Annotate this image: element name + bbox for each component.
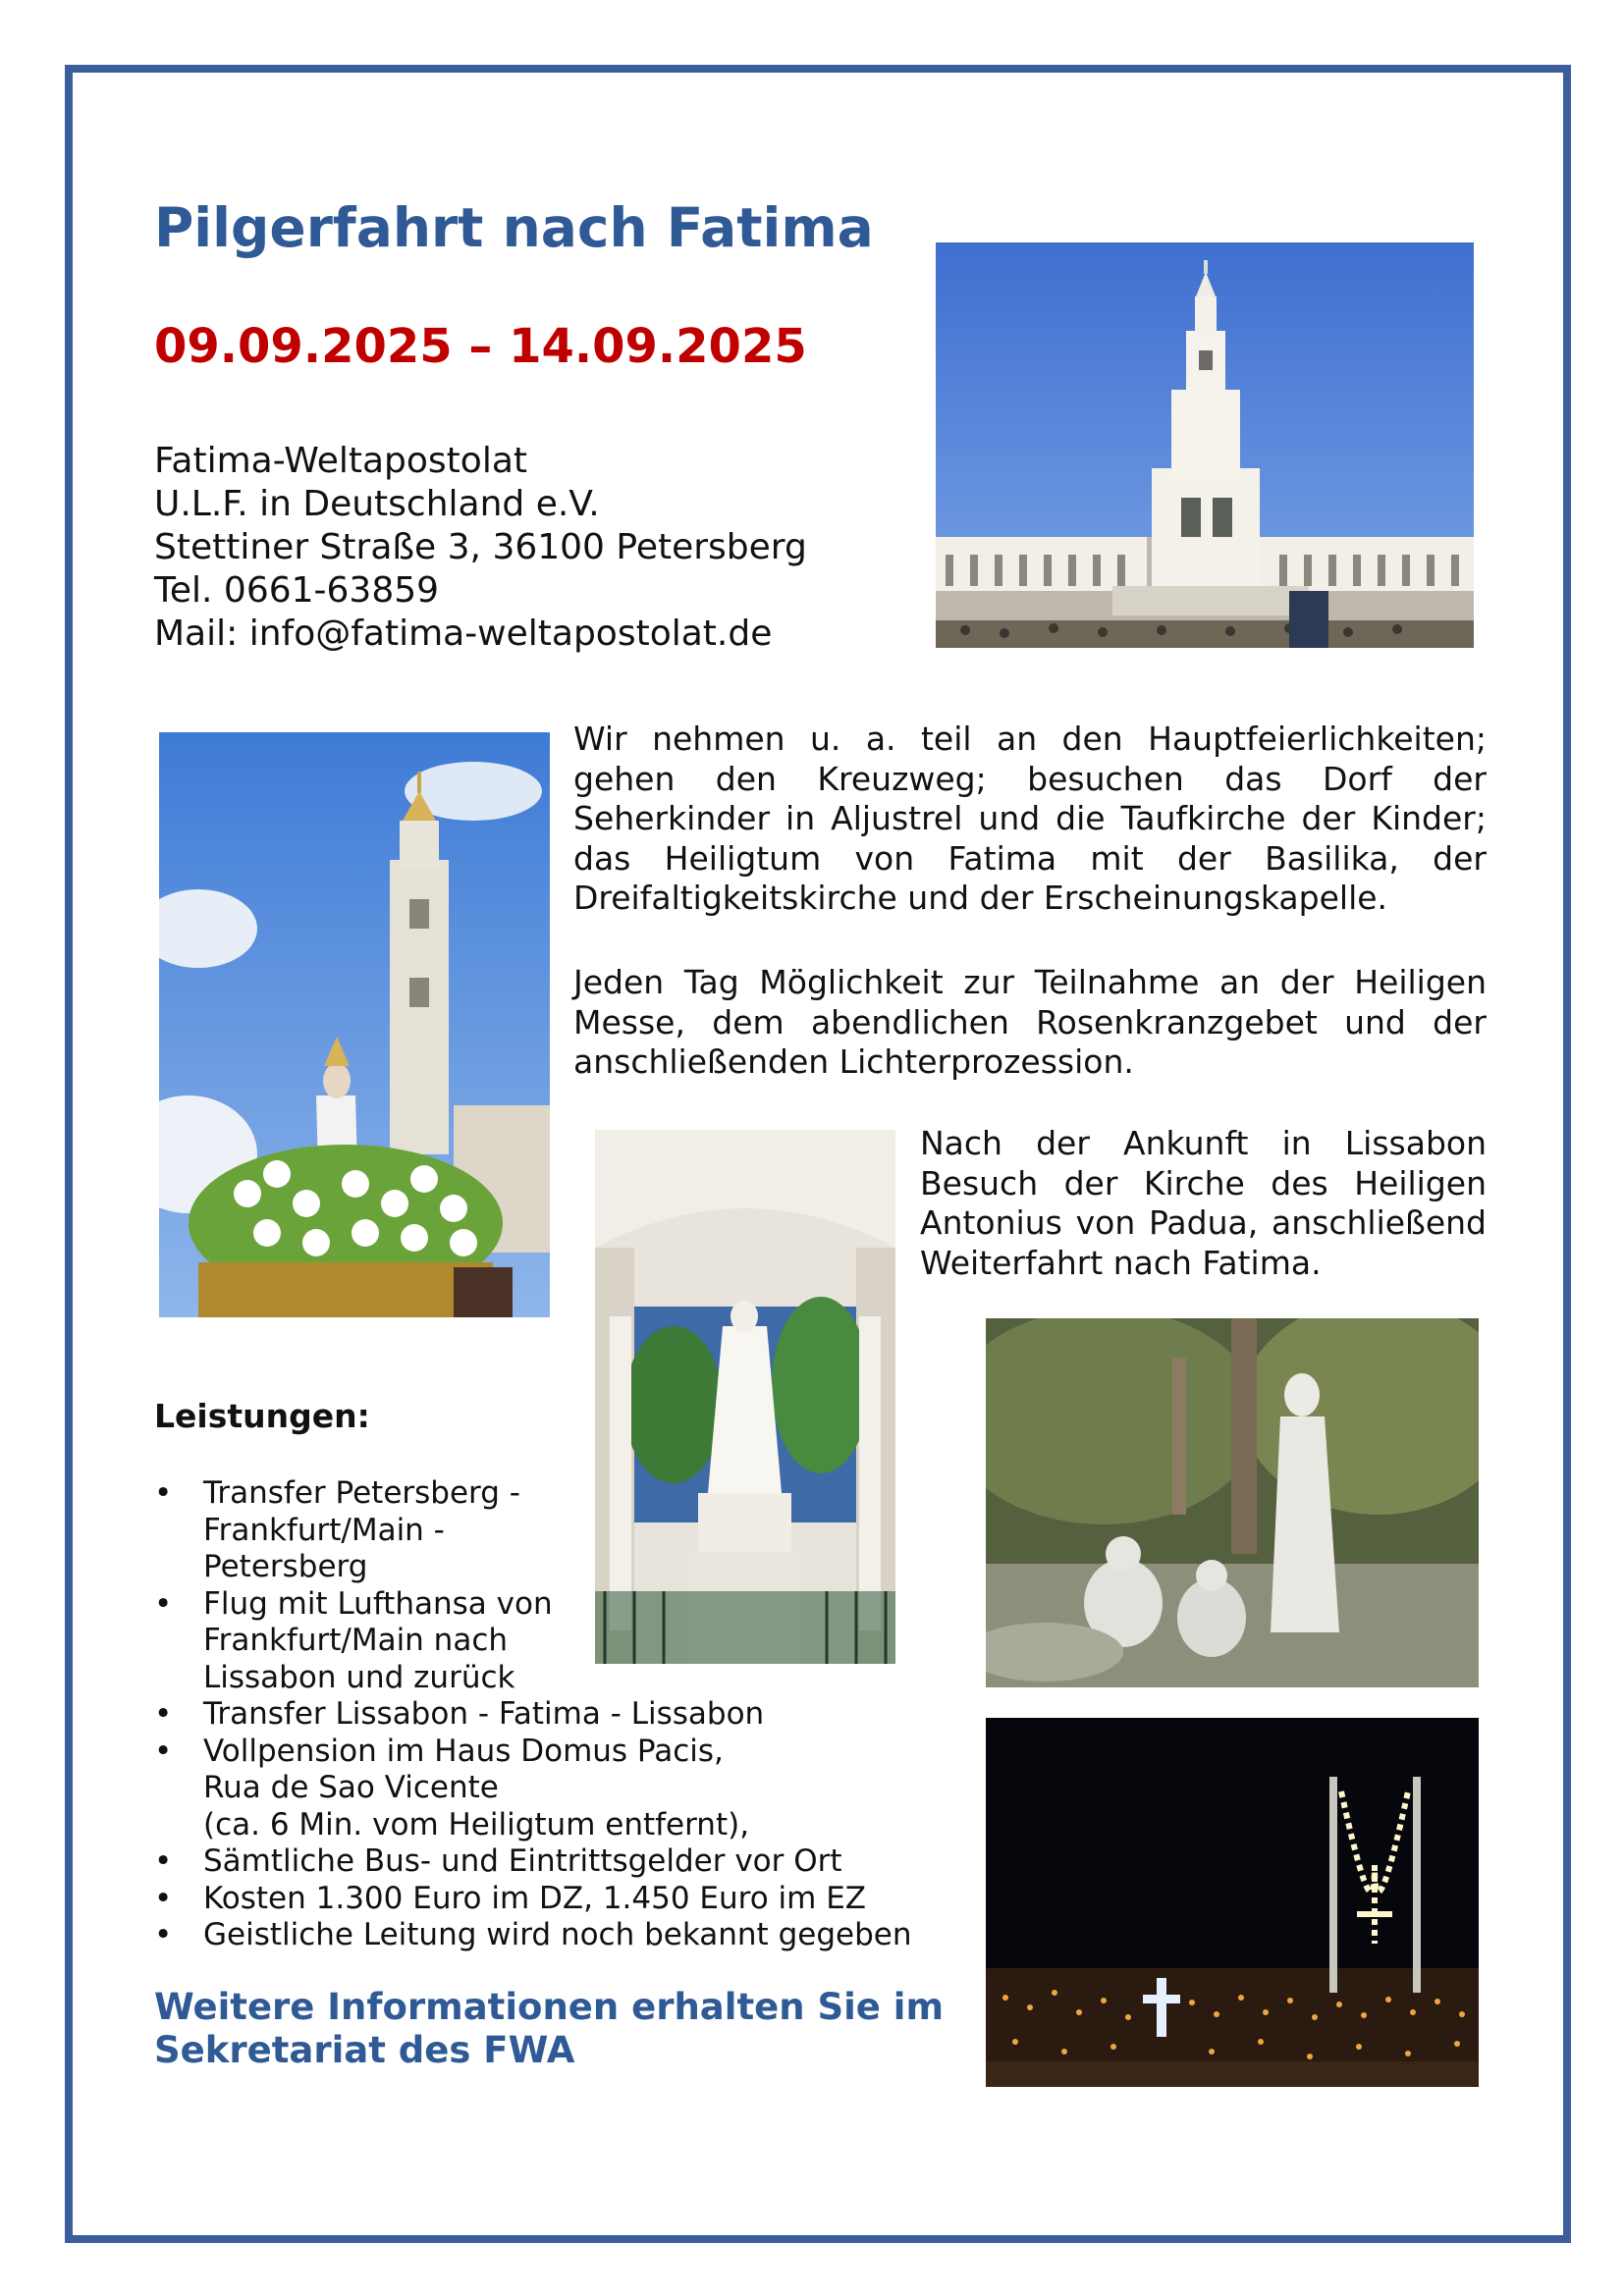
contact-line: Fatima-Weltapostolat <box>154 441 528 481</box>
list-item: • Sämtliche Bus- und Eintrittsgelder vor Ort <box>154 1843 911 1881</box>
arrival-paragraph: Nach der Ankunft in Lissabon Besuch der Kirche des Heiligen Antonius von Padua, anschließend Weiterfahrt nach Fatima. <box>920 1124 1487 1282</box>
list-item: • Transfer Petersberg - Frankfurt/Main - Petersberg <box>154 1475 911 1586</box>
contact-block <box>154 440 807 656</box>
contact-address: Stettiner Straße 3, 36100 Petersberg <box>154 527 807 567</box>
list-item: • Geistliche Leitung wird noch bekannt gegeben <box>154 1917 911 1954</box>
basilica-photo <box>936 242 1474 648</box>
list-item: • Kosten 1.300 Euro im DZ, 1.450 Euro im EZ <box>154 1881 911 1918</box>
intro-paragraph: Wir nehmen u. a. teil an den Hauptfeierlichkeiten; gehen den Kreuzweg; besuchen das Dorf der Seherkinder in Aljustrel und die Taufkirche der Kinder; das Heiligtum von Fatima mit der Basilika, der Dreifaltigkeitskirche und der Erscheinungskapelle. <box>573 720 1487 917</box>
night-procession-photo <box>986 1718 1479 2087</box>
contact-email: Mail: info@fatima-weltapostolat.de <box>154 614 773 654</box>
page-title: Pilgerfahrt nach Fatima <box>154 196 874 259</box>
list-item: • Transfer Lissabon - Fatima - Lissabon <box>154 1696 911 1734</box>
services-heading: Leistungen: <box>154 1397 370 1435</box>
trip-dates: 09.09.2025 – 14.09.2025 <box>154 319 807 374</box>
contact-phone: Tel. 0661-63859 <box>154 570 440 611</box>
further-info-note: Weitere Informationen erhalten Sie im Sekretariat des FWA <box>154 1986 944 2071</box>
services-list <box>154 1475 911 1954</box>
list-item: • Vollpension im Haus Domus Pacis, Rua de Sao Vicente (ca. 6 Min. vom Heiligtum entfernt), <box>154 1734 911 1844</box>
angel-children-photo <box>986 1318 1479 1687</box>
daily-paragraph: Jeden Tag Möglichkeit zur Teilnahme an der Heiligen Messe, dem abendlichen Rosenkranzgebet und der anschließenden Lichterprozession. <box>573 963 1487 1081</box>
madonna-procession-photo <box>159 732 550 1317</box>
contact-line: U.L.F. in Deutschland e.V. <box>154 484 600 524</box>
list-item: • Flug mit Lufthansa von Frankfurt/Main nach Lissabon und zurück <box>154 1586 911 1697</box>
